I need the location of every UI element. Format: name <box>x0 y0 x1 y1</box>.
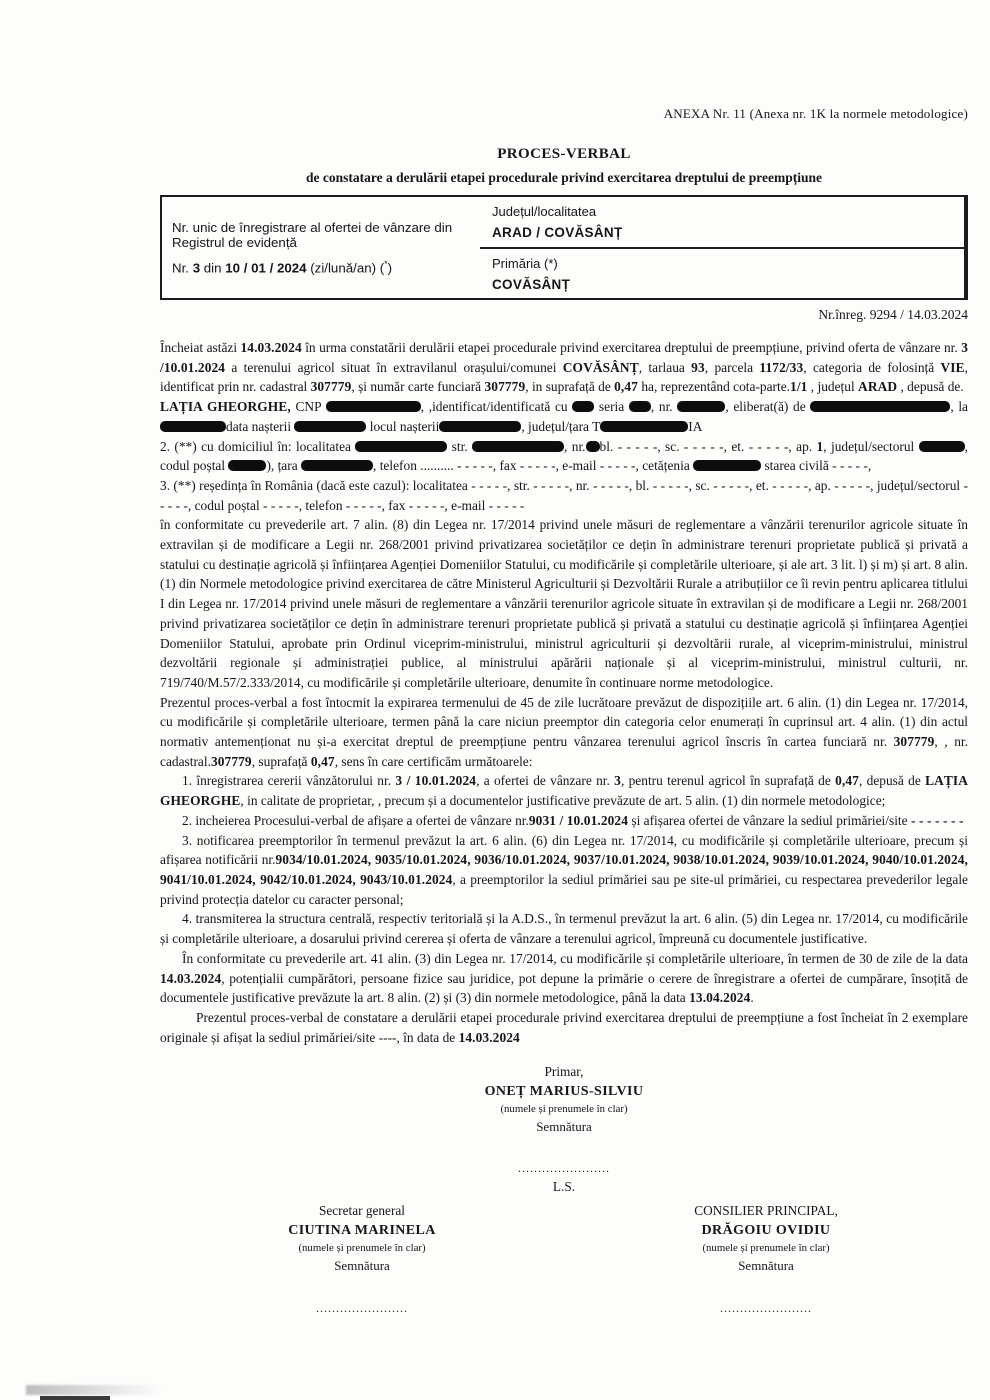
primaria-value: COVĂSÂNȚ <box>492 277 571 292</box>
redacted-text <box>693 460 761 471</box>
paragraph <box>160 811 968 831</box>
text-run: bl. - - - - -, sc. - - - - -, et. - - - - -, ap. <box>599 438 817 454</box>
text-run: , in suprafață de <box>525 379 615 395</box>
redacted-text <box>472 441 564 452</box>
text-run: 0,47 <box>310 753 335 769</box>
redacted-text <box>677 401 725 412</box>
ls-block <box>160 1161 968 1195</box>
text-run: , la <box>950 399 969 415</box>
signature-primar <box>160 1064 968 1135</box>
signature-consilier <box>564 1203 968 1316</box>
text-run: ) <box>387 260 393 276</box>
signer-name: ONEȚ MARIUS-SILVIU <box>484 1084 644 1100</box>
paragraph <box>160 949 968 1008</box>
dotted-line: ....................... <box>316 1301 408 1316</box>
text-run: în urma constatării derulării etapei procedurale privind exercitarea dreptului de preempțiune, privind oferta de vânzare nr. <box>301 340 962 355</box>
text-run: , pentru terenul agricol în suprafață de <box>620 773 836 789</box>
judet-label: Județul/localitatea <box>492 204 597 219</box>
text-run: , , nr. cadastral. <box>160 734 968 769</box>
text-run: 9031 / 10.01.2024 <box>528 812 629 828</box>
text-run: , ,identificat/identificată cu <box>420 399 573 415</box>
text-run: - - - - - - - <box>910 812 964 828</box>
text-run: seria <box>594 399 629 415</box>
text-run: , sens în care certificăm următoarele: <box>334 753 533 769</box>
text-run: 2. incheierea Procesului-verbal de afișare a ofertei de vânzare nr. <box>182 812 529 828</box>
text-run: ARAD <box>858 379 898 395</box>
name-note: (numele și prenumele în clar) <box>298 1242 426 1255</box>
text-run: 13.04.2024 <box>689 990 751 1006</box>
text-run: CNP <box>290 399 326 415</box>
text-run: , categoria de folosință <box>803 359 941 375</box>
registry-cell <box>162 197 480 298</box>
text-run: 3 <box>192 260 201 276</box>
text-run: 14.03.2024 <box>160 970 222 986</box>
text-run: 14.03.2024 <box>240 340 302 355</box>
paragraph <box>160 1008 968 1047</box>
text-run: 0,47 <box>835 773 859 789</box>
text-run: 307779 <box>484 379 526 395</box>
text-run: , identificat prin nr. cadastral <box>160 359 968 395</box>
text-run: , parcela <box>704 359 760 375</box>
text-run: a terenului agricol situat în extravilanul orașului/comunei <box>225 359 563 375</box>
text-run: ha, reprezentând cota-parte. <box>637 379 791 395</box>
header-table <box>160 195 968 300</box>
text-run: Nr. <box>172 260 193 276</box>
dotted-line: ....................... <box>518 1161 610 1176</box>
text-run: COVĂSÂNȚ <box>562 359 639 375</box>
scan-artifact-bar <box>40 1396 110 1400</box>
signature-row <box>160 1203 968 1316</box>
text-run: , potențialii cumpărători, persoane fizice sau juridice, pot depune la primărie o cerere de înregistrare a ofertei de cumpărare, însoțită de documentele justificative prevăzute la art. 8 alin. (2) și (3) din normele metodologice, până la data <box>160 970 968 1006</box>
text-run: , eliberat(ă) de <box>725 399 811 415</box>
redacted-text <box>629 401 651 412</box>
text-run: 14.03.2024 <box>458 1029 520 1045</box>
text-run: 307779 <box>893 734 935 750</box>
document-title: PROCES-VERBAL <box>497 146 631 162</box>
text-run: , telefon .......... - - - - -, fax - - - - -, e-mail - - - - -, cetățenia <box>373 458 694 474</box>
dotted-line: ....................... <box>720 1301 812 1316</box>
text-run: , a ofertei de vânzare nr. <box>476 773 615 789</box>
paragraph <box>160 831 968 910</box>
registry-title: Nr. unic de înregistrare al ofertei de vânzare din Registrul de evidență <box>172 219 453 250</box>
text-run: LAȚIA GHEORGHE, <box>160 399 291 415</box>
text-run: (zi/lună/an) ( <box>306 260 385 276</box>
text-run: , a preemptorilor la sediul primăriei sau pe site-ul primăriei, cu respectarea prevederilor legale privind protecția datelor cu caracter personal; <box>160 871 968 907</box>
text-run: IA <box>688 418 703 434</box>
redacted-text <box>294 421 366 432</box>
redacted-text <box>355 441 447 452</box>
text-run: data nașterii <box>226 418 295 434</box>
text-run: , in calitate de proprietar, , precum și a documentelor justificative prevăzute de art. 5 alin. (1) din normele metodologice; <box>240 793 886 809</box>
signature-label: Semnătura <box>738 1258 794 1274</box>
redacted-text <box>586 441 600 452</box>
text-run: , suprafață <box>251 753 311 769</box>
text-run: Prezentul proces-verbal de constatare a derulării etapei procedurale privind exercitarea dreptului de preempțiune a fost încheiat în 2 exemplare originale și afișat la sediul primăriei/site ----, în data de <box>160 1009 968 1045</box>
signature-label: Semnătura <box>536 1119 592 1135</box>
registry-number <box>172 259 470 275</box>
name-note: (numele și prenumele în clar) <box>702 1242 830 1255</box>
paragraph <box>160 693 968 772</box>
text-run: , județul/sectorul <box>823 438 919 454</box>
text-run: 3 / 10.01.2024 <box>395 773 477 789</box>
primaria-label: Primăria (*) <box>492 256 558 271</box>
redacted-text <box>228 460 266 471</box>
redacted-text <box>572 401 594 412</box>
paragraph <box>160 338 968 397</box>
text-run: 93 <box>691 359 705 375</box>
text-run: 4. transmiterea la structura centrală, respectiv teritorială și la A.D.S., în termenul prevăzut la art. 6 alin. (5) din Legea nr. 17/2014, cu modificările și completările ulterioare, a dosarului privind cererea și oferta de vânzare a terenului agricol, împreună cu documentele justificative. <box>160 911 968 947</box>
text-run: 1 <box>816 438 824 454</box>
text-run: , nr. <box>650 399 678 415</box>
text-run: 3 /10.01.2024 <box>160 340 968 375</box>
signature-label: Semnătura <box>334 1258 390 1274</box>
text-run: 1. înregistrarea cererii vânzătorului nr. <box>182 773 396 789</box>
signature-secretar <box>160 1203 564 1316</box>
redacted-text <box>919 441 965 452</box>
redacted-text <box>326 401 421 412</box>
judet-value: ARAD / COVĂSÂNȚ <box>492 225 623 240</box>
text-run: VIE <box>940 359 965 375</box>
judet-cell <box>480 197 966 249</box>
text-run: * <box>384 258 388 269</box>
ls-label: L.S. <box>552 1179 576 1195</box>
text-run: locul nașterii <box>366 418 440 434</box>
text-run: , depusă de. <box>897 379 964 395</box>
text-run: din <box>200 260 226 276</box>
scan-artifact-smudge <box>26 1385 161 1395</box>
text-run: în conformitate cu prevederile art. 7 alin. (8) din Legea nr. 17/2014 privind unele măsuri de reglementare a vânzării terenurilor agricole situate în extravilan și de modificare a Legii nr. 268/2001 privind privatizarea societăților ce dețin în administrare terenuri proprietate publică și privată a statului cu destinație agricolă și înființarea Agenției Domeniilor Statului, cu modificările și completările ulterioare, și ale art. 3 lit. l) și m) și art. 8 alin. (1) din Normele metodologice privind exercitarea de către Ministerul Agriculturii și Dezvoltării Rurale a atribuțiilor ce îi revin pentru aplicarea titlului I din Legea nr. 17/2014 privind unele măsuri de reglementare a vânzării terenurilor agricole situate în extravilan și de modificare a Legii nr. 268/2001 privind privatizarea societăților ce dețin în administrare terenuri proprietate publică și privată a statului cu destinație agricolă și înființarea Agenției Domeniilor Statului, aprobate prin Ordinul viceprim-ministrului, ministrul agriculturii și dezvoltării rurale, al viceprim-ministrului, ministrul dezvoltării regionale și administrației publice, al ministrului apărării naționale și al viceprim-ministrului, ministrul culturii, nr. 719/740/M.57/2.333/2014, cu modificările și completările ulterioare, denumite în continuare norme metodologice. <box>160 517 968 690</box>
primaria-cell <box>480 249 966 298</box>
paragraph <box>160 909 968 948</box>
text-run: , tarlaua <box>638 359 692 375</box>
text-run: . <box>750 990 754 1006</box>
signer-name: DRĂGOIU OVIDIU <box>701 1223 831 1239</box>
text-run: ), țara <box>266 458 302 474</box>
anexa-note: ANEXA Nr. 11 (Anexa nr. 1K la normele metodologice) <box>663 106 968 121</box>
text-run: 1/1 <box>790 379 808 395</box>
paragraph <box>160 437 968 476</box>
registration-note: Nr.înreg. 9294 / 14.03.2024 <box>818 307 968 322</box>
text-run: și afișarea ofertei de vânzare la sediul primăriei/site <box>628 812 911 828</box>
text-run: starea civilă - - - - -, <box>761 458 872 474</box>
text-run: , depusă de <box>858 773 926 789</box>
redacted-text <box>160 421 226 432</box>
paragraph <box>160 771 968 810</box>
text-run: 3. notificarea preemptorilor în termenul prevăzut la art. 6 alin. (6) din Legea nr. 17/2014, cu modificările și completările ulterioare, precum și afișarea notificării nr. <box>160 832 968 868</box>
text-run: , codul poștal <box>160 438 968 474</box>
document-subtitle: de constatare a derulării etapei procedurale privind exercitarea dreptului de preempțiune <box>306 170 822 185</box>
name-note: (numele și prenumele în clar) <box>500 1103 628 1116</box>
redacted-text <box>600 421 688 432</box>
redacted-text <box>810 401 950 412</box>
role-label: CONSILIER PRINCIPAL, <box>694 1203 838 1219</box>
text-run: 0,47 <box>614 379 638 395</box>
text-run: În conformitate cu prevederile art. 41 alin. (3) din Legea nr. 17/2014, cu modificările și completările ulterioare, în termen de 30 de zile de la data <box>182 950 968 966</box>
document-body <box>160 338 968 1047</box>
text-run: 3 <box>614 773 621 789</box>
text-run: 10 / 01 / 2024 <box>225 260 307 276</box>
paragraph <box>160 397 968 436</box>
text-run: , județul <box>807 379 859 395</box>
text-run: 307779 <box>310 379 352 395</box>
role-label: Primar, <box>544 1064 584 1080</box>
text-run: 2. (**) cu domiciliul în: localitatea <box>160 438 356 454</box>
text-run: , județul/țara T <box>521 418 601 434</box>
text-run: 3. (**) reședința în România (dacă este cazul): localitatea - - - - -, str. - - - - -, nr. - - - - -, bl. - - - - -, sc. - - - - -, et. - - - - -, ap. - - - - -, județul/sectorul - - - - -, codul poștal - - - - -, telefon - - - - -, fax - - - - -, e-mail - - - - - <box>160 477 968 513</box>
redacted-text <box>301 460 373 471</box>
role-label: Secretar general <box>318 1203 405 1219</box>
text-run: , nr. <box>564 438 586 454</box>
text-run: LAȚIA GHEORGHE <box>160 773 968 809</box>
paragraph <box>160 515 968 692</box>
paragraph <box>160 476 968 515</box>
redacted-text <box>439 421 521 432</box>
signer-name: CIUTINA MARINELA <box>288 1223 436 1239</box>
text-run: 307779 <box>210 753 252 769</box>
text-run: Încheiat astăzi <box>160 340 241 355</box>
text-run: str. <box>447 438 473 454</box>
text-run: Prezentul proces-verbal a fost întocmit la expirarea termenului de 45 de zile lucrătoare prevăzut de dispozițiile art. 6 alin. (1) din Legea nr. 17/2014, cu modificările și completările ulterioare, termen până la care niciun preemptor din categoria celor enumerați în cuprinsul art. 4 alin. (1) din actul normativ antemenționat nu și-a exercitat dreptul de preempțiune pentru vânzarea terenului agricol înscris în cartea funciară nr. <box>160 694 968 750</box>
text-run: , și număr carte funciară <box>351 379 485 395</box>
text-run: 1172/33 <box>759 359 804 375</box>
text-run: 9034/10.01.2024, 9035/10.01.2024, 9036/10.01.2024, 9037/10.01.2024, 9038/10.01.2024, 9039/10.01.2024, 9040/10.01.2024, 9041/10.01.2024, 9042/10.01.2024, 9043/10.01.2024 <box>160 852 968 887</box>
